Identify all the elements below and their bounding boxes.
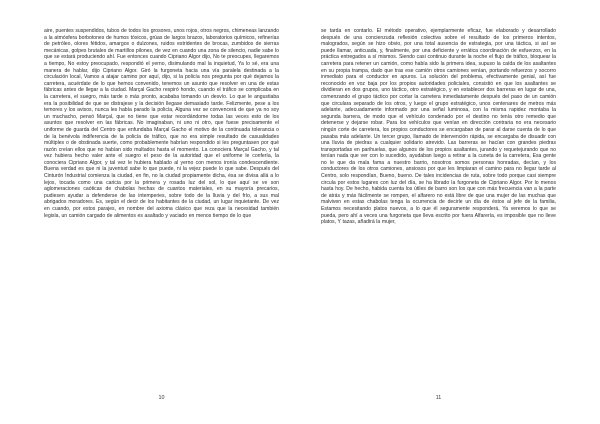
left-page-paragraph: aire, puentes suspendidos, tubos de todos los grosores, unos rojos, otros negros, chimeneas lanzando a la atmósfera borbotones de humos tóxicos, grúas de largos brazos, laboratorios químicos, refinerías de petróleo, olores fétidos, amargos o dulzones, ruidos estridentes de brocas, zumbidos de sierras mecánicas, golpes brutales de martillos pilones, de vez en cuando una zona de silencio, nadie sabe lo que se estará produciendo ahí. Fue entonces cuando Cipriano Algor dijo, No te preocupes, llegaremos a tiempo, No estoy preocupado, respondió el yerno, disimulando mal la inquietud, Ya lo sé, era una manera de hablar, dijo Cipriano Algor. Giró la furgoneta hacia una vía paralela destinada a la circulación local, Vamos a atajar camino por aquí, dijo, si la policía nos pregunta por qué dejamos la carretera, acuérdate de lo que hemos convenido, tenemos un asunto que resolver en una de estas fábricas antes de llegar a la ciudad. Marçal Gacho respiró hondo, cuando el tráfico se complicaba en la carretera, el suegro, más tarde o más pronto, acababa tomando un desvío. Lo que le angustiaba era la posibilidad de que se distrajese y la decisión llegase demasiado tarde. Felizmente, pese a los temores y los avisos, nunca les había parado la policía, Alguna vez se convencerá de que ya no soy un muchacho, pensó Marçal, que no tiene que estar recordándome todas las veces esto de los asuntos que resolver en las fábricas. No imaginaban, ni uno ni otro, que fuese precisamente el uniforme de guarda del Centro que enfundaba Marçal Gacho el motivo de la continuada tolerancia o de la benévola indiferencia de la policía de tráfico, que no era simple resultado de casualidades múltiples o de obstinada suerte, como probablemente habrían respondido si les preguntasen por qué razón creían ellos que no habían sido multados hasta el momento. La conociera Marçal Gacho, y tal vez hubiera hecho valer ante el suegro el peso de la autoridad que el uniforme le confería, la conociera Cipriano Algor, y tal vez le hubiera hablado al yerno con menos ironía condescendiente. Buena verdad es que ni la juventud sabe lo que puede, ni la vejez puede lo que sabe. Después del Cinturón Industrial comienza la ciudad, en fin, no la ciudad propiamente dicha, ésa se divisa allá a lo lejos, tocada como una caricia por la primera y rosada luz del sol, lo que aquí se ve son aglomeraciones caóticas de chabolas hechas de cuantos materiales, en su mayoría precarios, pudiesen ayudar a defenderse de las intemperies, sobre todo de la lluvia y del frío, a sus mal abrigados moradores. Es, según el decir de los habitantes de la ciudad, un lugar inquietante. De vez en cuando, por estos parajes, en nombre del axioma clásico que reza que la necesidad también legisla, un camión cargado de alimentos es asaltado y vaciado en menos tiempo de lo que bbox=[44, 28, 279, 219]
left-page-number: 10 bbox=[158, 395, 165, 401]
right-page-body bbox=[321, 28, 556, 392]
left-page-body bbox=[44, 28, 279, 392]
left-page bbox=[44, 28, 279, 408]
right-page-number: 11 bbox=[435, 395, 442, 401]
right-page bbox=[321, 28, 556, 408]
right-page-paragraph: se tarda en contarlo. El método operativo, ejemplarmente eficaz, fue elaborado y desarrollado después de una concienzuda reflexión colectiva sobre el resultado de los primeros intentos, malogrados, según se hizo obvio, por una total ausencia de estrategia, por una táctica, si así se puede llamar, anticuada, y, finalmente, por una deficiente y errática coordinación de esfuerzos, en la práctica entregados a sí mismos. Siendo casi continuo durante la noche el flujo de tráfico, bloquear la carretera para retener un camión, como había sido la primera idea, supuso la caída de los asaltantes en su propia trampa, dado que tras ese camión otros camiones venían, portando refuerzos y socorro inmediato para el conductor en apuros. La solución del problema, efectivamente genial, así fue reconocido en voz baja por los propios autoridades policiales, consistió en que los asaltantes se dividieran en dos grupos, uno táctico, otro estratégico, y en establecer dos barreras en lugar de una, comenzando el grupo táctico por cortar la carretera inmediatamente después del paso de un camión que circulara separado de los otros, y luego el grupo estratégico, unos centenares de metros más adelante, adecuadamente informado por una señal luminosa, con la misma rapidez montaba la segunda barrera, de modo que el vehículo condenado por el destino no tenía otro remedio que detenerse y dejarse robar. Para los vehículos que venían en dirección contraria no era necesario ningún corte de carretera, los propios conductores se encargaban de parar al darse cuenta de lo que pasaba más adelante. Un tercer grupo, llamado de intervención rápida, se encargaba de disuadir con una lluvia de piedras a cualquier solidario atrevido. Las barreras se hacían con grandes piedras transportadas en parihuelas, que algunos de los propios asaltantes, jurando y requetejurando que no tenían nada que ver con lo sucedido, ayudaban luego a retirar a la cuneta de la carretera, Esa gente no le que da mala fama a nuestro barrio, nosotros somos personas honradas, decían, y los conductores de los otros camiones, ansiosos por que les limpiaran el camino para no llegar tarde al Centro, solo respondían, Bueno, bueno. De tales incidencias de ruta, sobre todo porque casi siempre circula por estos lugares con luz del día, se ha librado la furgoneta de Cipriano Algor. Por lo menos hasta hoy. De hecho, habida cuenta los útiles de barro son los que con más frecuencia van a la parte de atrás y más fácilmente se rompen, el alfarero no está libre de que una mujer de las muchas que malviven en estas chabolas tenga la ocurrencia de decirle un día de éstos al jefe de la familia, Estamos necesitando platos nuevos, a lo que él seguramente responderá, Ya veremos lo que se pueda, pero ahí a veces una furgoneta que lleva escrito por fuera Alfarería, es imposible que no lleve platos, Y tazas, añadirá la mujer, bbox=[321, 28, 556, 226]
